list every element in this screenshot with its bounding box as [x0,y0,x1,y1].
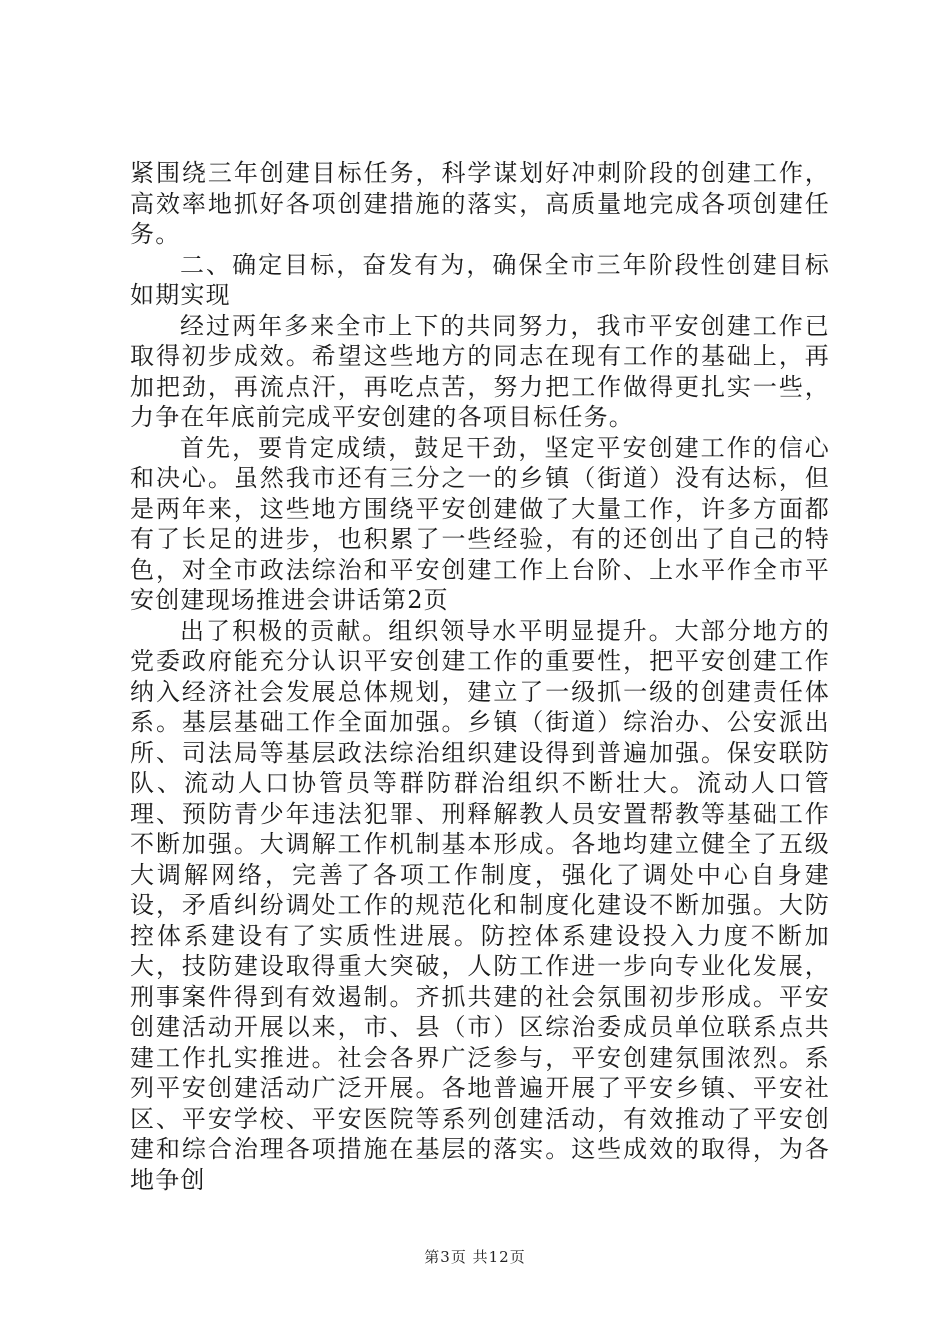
document-body [130,158,830,1195]
page-number-footer: 第3页 共12页 [424,1248,526,1266]
paragraph-1: 紧围绕三年创建目标任务，科学谋划好冲刺阶段的创建工作，高效率地抓好各项创建措施的落实，高质量地完成各项创建任务。 [130,159,830,248]
paragraph-2: 经过两年多来全市上下的共同努力，我市平安创建工作已取得初步成效。希望这些地方的同志在现有工作的基础上，再加把劲，再流点汗，再吃点苦，努力把工作做得更扎实一些，力争在年底前完成平安创建的各项目标任务。 [130,311,830,431]
paragraph-3: 首先，要肯定成绩，鼓足干劲，坚定平安创建工作的信心和决心。虽然我市还有三分之一的乡镇（街道）没有达标，但是两年来，这些地方围绕平安创建做了大量工作，许多方面都有了长足的进步，也积累了一些经验，有的还创出了自己的特色，对全市政法综治和平安创建工作上台阶、上水平作全市平安创建现场推进会讲话第2页 [130,433,830,614]
paragraph-4: 出了积极的贡献。组织领导水平明显提升。大部分地方的党委政府能充分认识平安创建工作的重要性，把平安创建工作纳入经济社会发展总体规划，建立了一级抓一级的创建责任体系。基层基础工作全面加强。乡镇（街道）综治办、公安派出所、司法局等基层政法综治组织建设得到普遍加强。保安联防队、流动人口协管员等群防群治组织不断壮大。流动人口管理、预防青少年违法犯罪、刑释解教人员安置帮教等基础工作不断加强。大调解工作机制基本形成。各地均建立健全了五级大调解网络，完善了各项工作制度，强化了调处中心自身建设，矛盾纠纷调处工作的规范化和制度化建设不断加强。大防控体系建设有了实质性进展。防控体系建设投入力度不断加大，技防建设取得重大突破，人防工作进一步向专业化发展，刑事案件得到有效遏制。齐抓共建的社会氛围初步形成。平安创建活动开展以来，市、县（市）区综治委成员单位联系点共建工作扎实推进。社会各界广泛参与，平安创建氛围浓烈。系列平安创建活动广泛开展。各地普遍开展了平安乡镇、平安社区、平安学校、平安医院等系列创建活动，有效推动了平安创建和综合治理各项措施在基层的落实。这些成效的取得，为各地争创 [130,616,830,1194]
section-heading: 二、确定目标，奋发有为，确保全市三年阶段性创建目标如期实现 [130,250,830,309]
